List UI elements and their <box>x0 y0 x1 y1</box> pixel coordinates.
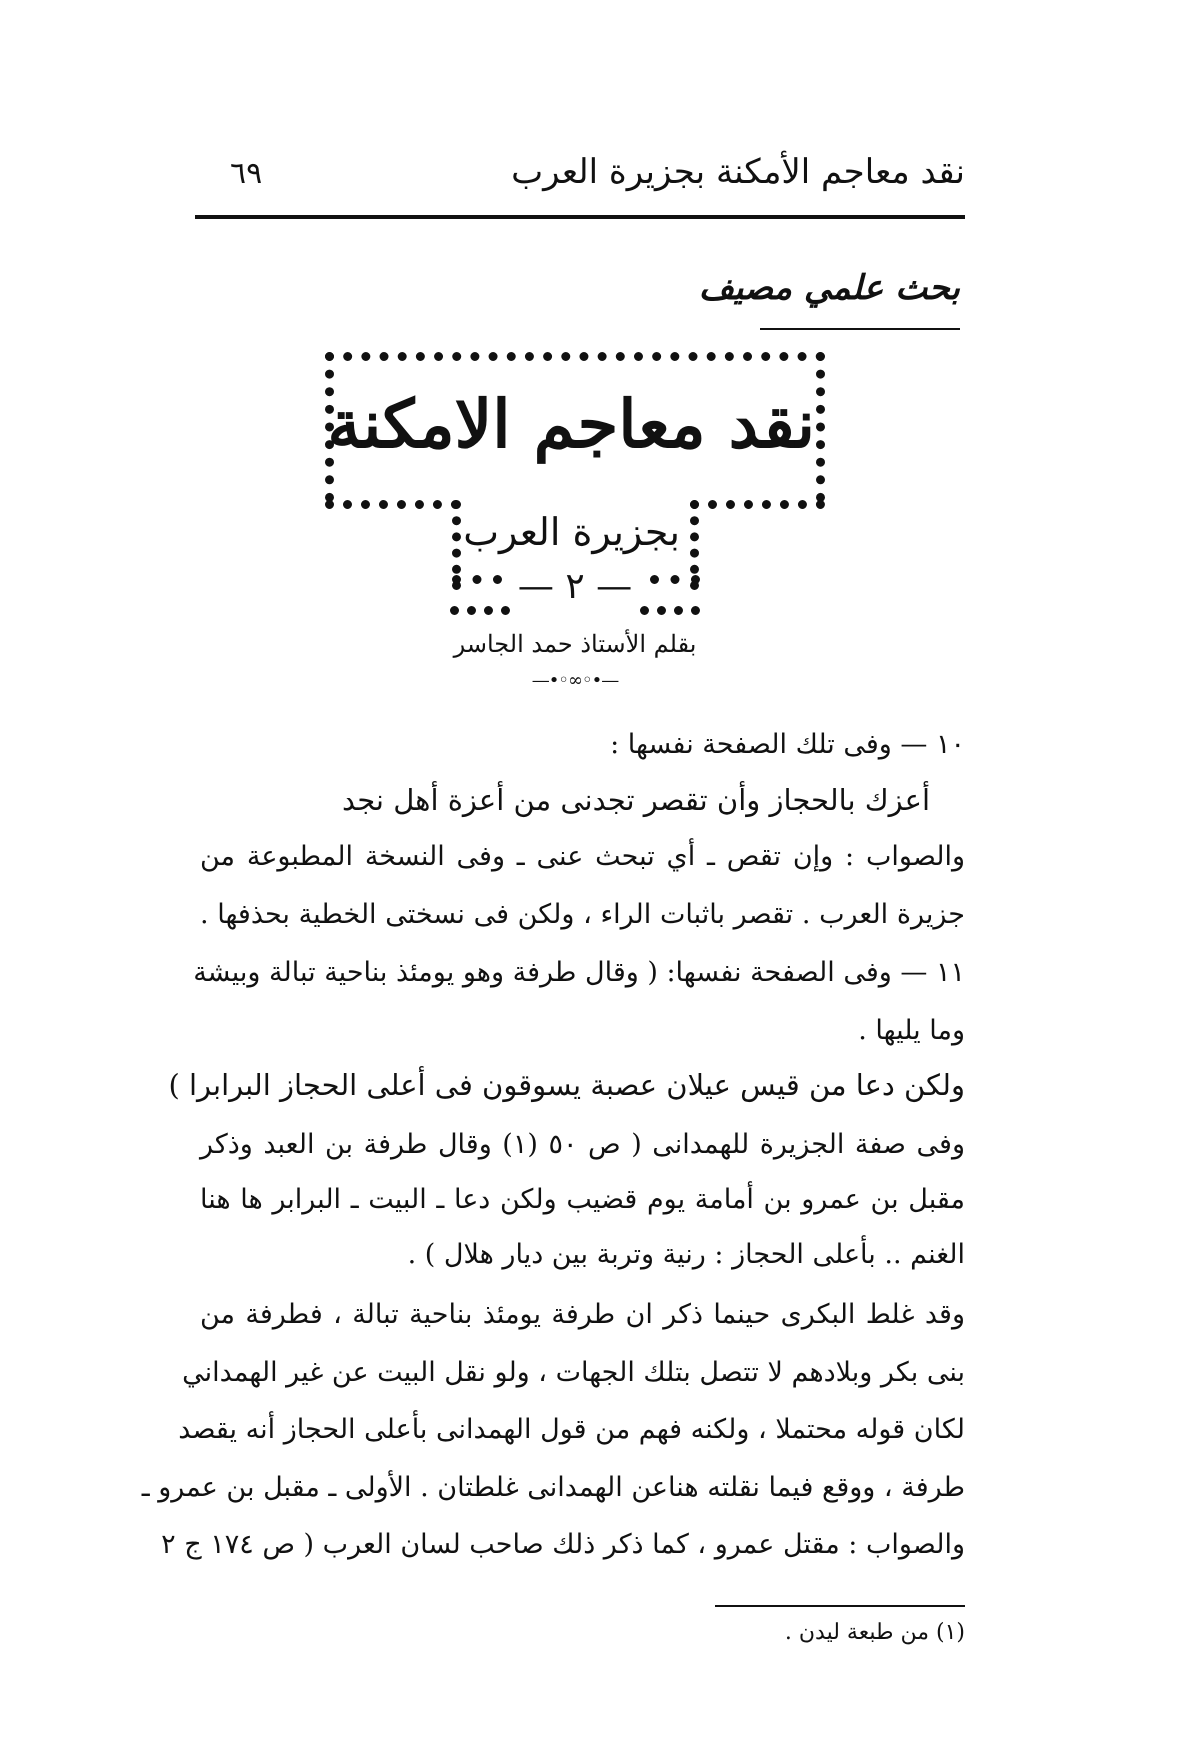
footnote-rule <box>715 1605 965 1607</box>
frame-border <box>640 606 700 615</box>
body-line: والصواب : مقتل عمرو ، كما ذكر ذلك صاحب لسان العرب ( ص ١٧٤ ج ٢ <box>161 1529 965 1560</box>
body-line: وما يليها . <box>858 1015 965 1046</box>
body-line: ١١ — وفى الصفحة نفسها: ( وقال طرفة وهو يومئذ بناحية تبالة وبيشة <box>193 957 965 988</box>
body-line: وقد غلط البكرى حينما ذكر ان طرفة يومئذ بناحية تبالة ، فطرفة من <box>200 1299 965 1330</box>
body-line: مقبل بن عمرو بن أمامة يوم قضيب ولكن دعا ـ البيت ـ البرابر ها هنا <box>200 1184 965 1215</box>
body-line: بنى بكر وبلادهم لا تتصل بتلك الجهات ، ولو نقل البيت عن غير الهمداني <box>182 1357 965 1388</box>
verse-line: أعزك بالحجاز وأن تقصر تجدنى من أعزة أهل نجد <box>341 783 930 817</box>
frame-border <box>325 500 460 509</box>
body-line: الغنم .. بأعلى الحجاز : رنية وتربة بين ديار هلال ) . <box>407 1239 965 1270</box>
article-title: نقد معاجم الامكنة <box>327 385 815 463</box>
body-line: وفى صفة الجزيرة للهمدانى ( ص ٥٠ (١) وقال طرفة بن العبد وذكر <box>200 1129 965 1160</box>
page-number: ٦٩ <box>230 156 263 191</box>
frame-border <box>325 352 825 361</box>
body-line: ١٠ — وفى تلك الصفحة نفسها : <box>610 729 965 760</box>
running-title: نقد معاجم الأمكنة بجزيرة العرب <box>511 152 965 192</box>
author-byline: بقلم الأستاذ حمد الجاسر <box>453 630 697 658</box>
part-number: — ٢ — <box>517 566 633 607</box>
section-rule <box>760 328 960 330</box>
footnote: (١) من طبعة ليدن . <box>784 1620 965 1645</box>
ornament-divider: —•◦∞◦•— <box>531 670 619 691</box>
frame-border <box>690 500 825 509</box>
frame-border <box>450 606 510 615</box>
header-rule <box>195 215 965 219</box>
body-line: طرفة ، ووقع فيما نقلته هناعن الهمدانى غلطتان . الأولى ـ مقبل بن عمرو ـ <box>141 1472 965 1503</box>
body-line: والصواب : وإن تقص ـ أي تبحث عنى ـ وفى النسخة المطبوعة من <box>200 841 965 872</box>
frame-border <box>452 575 502 584</box>
body-line: لكان قوله محتملا ، ولكنه فهم من قول الهمدانى بأعلى الحجاز أنه يقصد <box>178 1414 965 1445</box>
body-line: جزيرة العرب . تقصر باثبات الراء ، ولكن فى نسختى الخطية بحذفها . <box>200 899 965 930</box>
verse-line: ولكن دعا من قيس عيلان عصبة يسوقون فى أعلى الحجاز البرابرا ) <box>168 1068 965 1102</box>
frame-border <box>650 575 700 584</box>
section-label: بحث علمي مصيف <box>698 268 960 308</box>
article-subtitle: بجزيرة العرب <box>463 510 680 554</box>
running-header <box>195 152 965 202</box>
frame-border <box>816 352 825 502</box>
